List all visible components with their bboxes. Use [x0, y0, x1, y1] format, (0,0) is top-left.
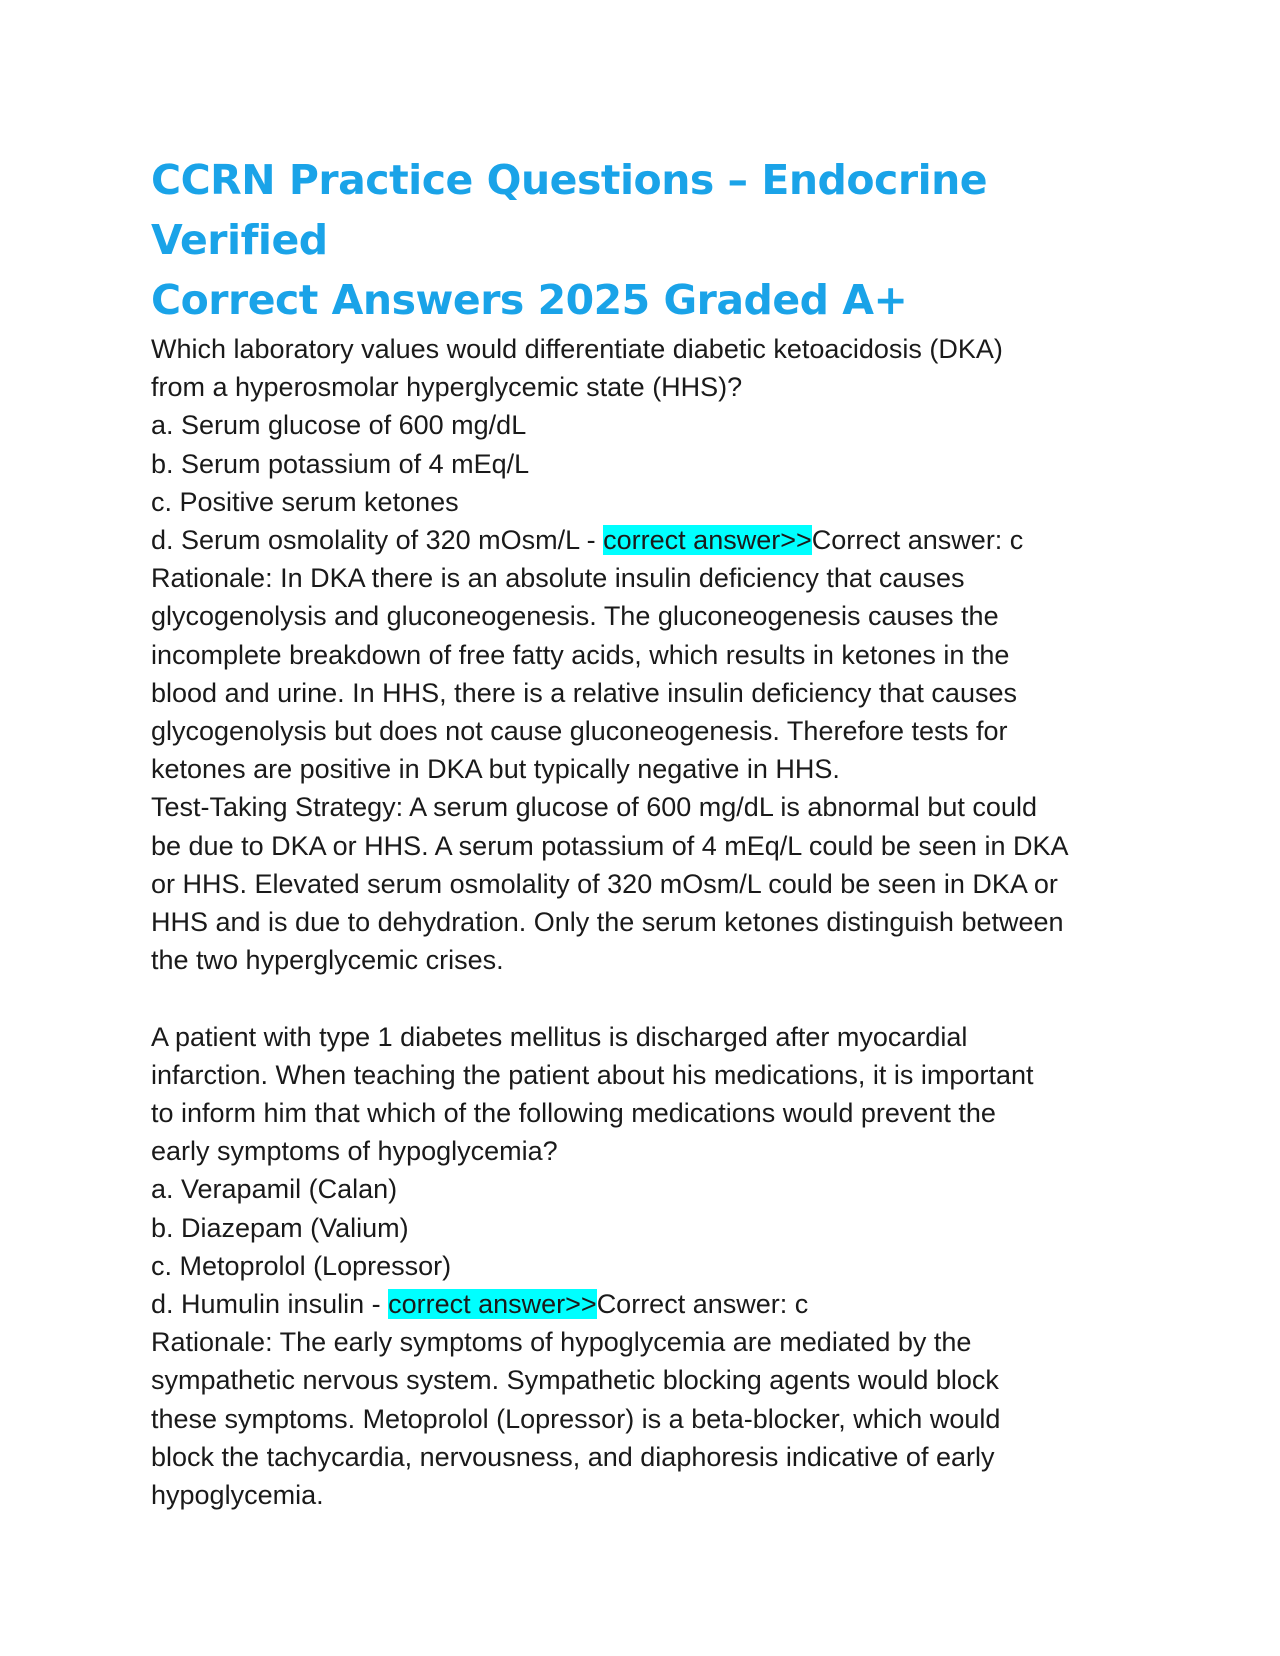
question-1-option-c: c. Positive serum ketones — [151, 486, 459, 517]
document-page — [151, 150, 1151, 1514]
question-2 — [151, 1018, 1151, 1515]
question-1-stem-line: Which laboratory values would differentiate diabetic ketoacidosis (DKA) — [151, 334, 1003, 364]
question-1-option-b: b. Serum potassium of 4 mEq/L — [151, 448, 530, 479]
question-2-rationale-line: these symptoms. Metoprolol (Lopressor) is a beta-blocker, which would — [151, 1403, 1001, 1434]
question-2-stem-line: A patient with type 1 diabetes mellitus is discharged after myocardial — [151, 1021, 968, 1052]
question-2-answer: Correct answer: c — [596, 1289, 809, 1320]
question-1-stem-line: from a hyperosmolar hyperglycemic state (HHS)? — [151, 372, 743, 403]
question-1 — [151, 330, 1151, 979]
title-line-1: CCRN Practice Questions – Endocrine Verified — [151, 156, 988, 264]
question-1-rationale-line: blood and urine. In HHS, there is a relative insulin deficiency that causes — [151, 677, 1017, 708]
question-1-option-a: a. Serum glucose of 600 mg/dL — [151, 410, 527, 441]
question-2-rationale-line: block the tachycardia, nervousness, and diaphoresis indicative of early — [151, 1441, 995, 1472]
question-1-option-d — [151, 521, 1151, 559]
question-1-strategy-line: or HHS. Elevated serum osmolality of 320 mOsm/L could be seen in DKA or — [151, 868, 1058, 899]
question-1-answer: Correct answer: c — [811, 525, 1024, 556]
paragraph-gap — [151, 979, 1151, 1017]
question-1-rationale-line: incomplete breakdown of free fatty acids, which results in ketones in the — [151, 639, 1010, 670]
correct-answer-highlight: correct answer>> — [388, 1289, 597, 1320]
question-1-option-d-text: d. Serum osmolality of 320 mOsm/L - — [151, 525, 604, 556]
question-2-stem-line: infarction. When teaching the patient about his medications, it is important — [151, 1059, 1034, 1090]
question-2-option-c: c. Metoprolol (Lopressor) — [151, 1250, 452, 1281]
document-title — [151, 150, 1151, 330]
question-2-option-b: b. Diazepam (Valium) — [151, 1212, 409, 1243]
question-2-option-d — [151, 1285, 1151, 1323]
question-1-strategy-line: HHS and is due to dehydration. Only the serum ketones distinguish between — [151, 907, 1064, 938]
question-2-stem-line: to inform him that which of the following medications would prevent the — [151, 1098, 996, 1129]
correct-answer-highlight: correct answer>> — [603, 525, 812, 556]
title-line-2: Correct Answers 2025 Graded A+ — [151, 276, 908, 324]
question-1-rationale-line: Rationale: In DKA there is an absolute insulin deficiency that causes — [151, 563, 965, 594]
question-2-rationale-line: hypoglycemia. — [151, 1480, 324, 1511]
question-1-strategy-line: the two hyperglycemic crises. — [151, 945, 504, 976]
question-2-rationale-line: Rationale: The early symptoms of hypoglycemia are mediated by the — [151, 1327, 972, 1358]
question-1-rationale-line: glycogenolysis and gluconeogenesis. The gluconeogenesis causes the — [151, 601, 999, 632]
question-1-rationale-line: glycogenolysis but does not cause gluconeogenesis. Therefore tests for — [151, 716, 1008, 747]
question-2-stem-line: early symptoms of hypoglycemia? — [151, 1136, 558, 1167]
question-1-strategy-line: Test-Taking Strategy: A serum glucose of 600 mg/dL is abnormal but could — [151, 792, 1037, 823]
question-2-rationale-line: sympathetic nervous system. Sympathetic blocking agents would block — [151, 1365, 999, 1396]
question-1-strategy-line: be due to DKA or HHS. A serum potassium of 4 mEq/L could be seen in DKA — [151, 830, 1069, 861]
question-2-option-d-text: d. Humulin insulin - — [151, 1289, 389, 1320]
question-1-rationale-line: ketones are positive in DKA but typically negative in HHS. — [151, 754, 840, 785]
question-2-option-a: a. Verapamil (Calan) — [151, 1174, 398, 1205]
